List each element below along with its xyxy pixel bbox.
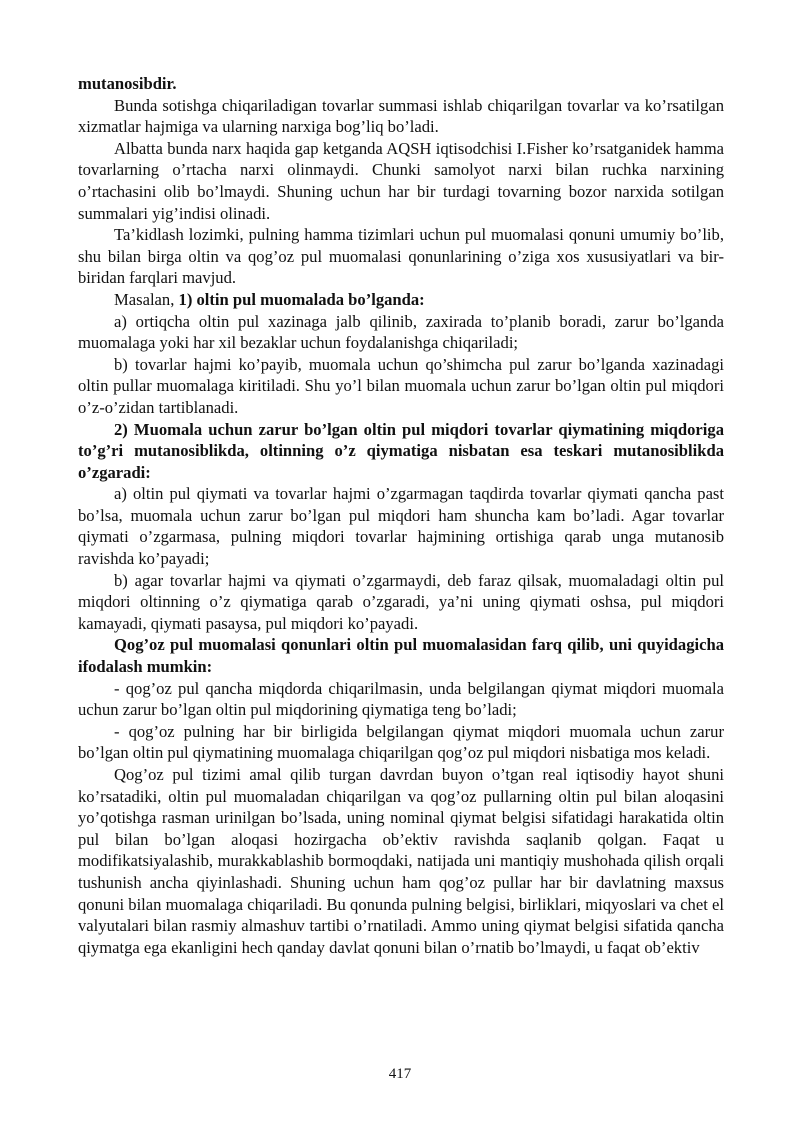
lead-line: mutanosibdir. <box>78 74 177 93</box>
paragraph-8: a) oltin pul qiymati va tovarlar hajmi o’zgarmagan taqdirda tovarlar qiymati qancha past bo’lsa, muomala uchun zarur bo’lgan pul miqdori ham shuncha kam bo’ladi. Agar tovarlar qiymati o’zgarmasa, pulning miqdori tovarlar hajmining ortishiga qarab unga mutanosib ravishda ko’payadi; <box>78 484 724 569</box>
document-page <box>78 73 724 958</box>
paragraph-4 <box>78 289 724 311</box>
paragraph-7-heading: 2) Muomala uchun zarur bo’lgan oltin pul miqdori tovarlar qiymatining miqdoriga to’g’ri mutanosiblikda, oltinning o’z qiymatiga nisbatan esa teskari mutanosiblikda o’zgaradi: <box>78 419 724 482</box>
paragraph-4-bold: 1) oltin pul muomalada bo’lganda: <box>178 289 425 309</box>
paragraph-5: a) ortiqcha oltin pul xazinaga jalb qilinib, zaxirada to’planib boradi, zarur bo’lganda muomalaga yoki har xil bezaklar uchun foydalanishga chiqariladi; <box>78 311 724 353</box>
paragraph-1: Bunda sotishga chiqariladigan tovarlar summasi ishlab chiqarilgan tovarlar va ko’rsatilgan xizmatlar hajmiga va ularning narxiga bog’liq bo’ladi. <box>78 95 724 137</box>
paragraph-2: Albatta bunda narx haqida gap ketganda AQSH iqtisodchisi I.Fisher ko’rsatganidek hamma tovarlarning o’rtacha narxi olinmaydi. Chunki samolyot narxi bilan ruchka narxining o’rtachasini olib bo’lmaydi. Shuning uchun har bir turdagi tovarning bozor narxida sotilgan summalari yig’indisi olinadi. <box>78 138 724 223</box>
paragraph-4-prefix: Masalan, <box>114 289 179 309</box>
paragraph-13: Qog’oz pul tizimi amal qilib turgan davrdan buyon o’tgan real iqtisodiy hayot shuni ko’rsatadiki, oltin pul muomaladan chiqarilgan va qog’oz pullarning oltin pul bilan aloqasini yo’qotishga rasman urinilgan bo’lsada, uning nominal qiymat belgisi sifatidagi harakatida oltin pul bilan bo’lgan aloqasi hozirgacha ob’ektiv ravishda saqlanib qolgan. Faqat u modifikatsiyalashib, murakkablashib bormoqdaki, natijada uni mantiqiy mushohada qilish orqali tushunish ancha qiyinlashadi. Shuning uchun ham qog’oz pullar har bir davlatning maxsus qonuni bilan muomalaga chiqariladi. Bu qonunda pulning belgisi, birliklari, miqyoslari va chet el valyutalari bilan rasmiy almashuv tartibi o’rnatiladi. Ammo uning qiymat belgisi sifatida qancha qiymatga ega ekanligini hech qanday davlat qonuni bilan o’rnatib bo’lmaydi, u faqat ob’ektiv <box>78 765 724 957</box>
paragraph-12: - qog’oz pulning har bir birligida belgilangan qiymat miqdori muomala uchun zarur bo’lgan oltin pul qiymatining muomalaga chiqarilgan qog’oz pul miqdori nisbatiga mos keladi. <box>78 721 724 763</box>
paragraph-9: b) agar tovarlar hajmi va qiymati o’zgarmaydi, deb faraz qilsak, muomaladagi oltin pul miqdori oltinning o’z qiymatiga qarab o’zgaradi, ya’ni uning qiymati oshsa, pul miqdori kamayadi, qiymati pasaysa, pul miqdori ko’payadi. <box>78 570 724 633</box>
paragraph-3: Ta’kidlash lozimki, pulning hamma tizimlari uchun pul muomalasi qonuni umumiy bo’lib, shu bilan birga oltin va qog’oz pul muomalasi qonunlarining o’ziga xos xususiyatlari va bir-biridan farqlari mavjud. <box>78 225 724 288</box>
page-number: 417 <box>388 1066 412 1082</box>
paragraph-11: - qog’oz pul qancha miqdorda chiqarilmasin, unda belgilangan qiymat miqdori muomala uchun zarur bo’lgan oltin pul miqdorining qiymatiga teng bo’ladi; <box>78 678 724 720</box>
paragraph-10-heading: Qog’oz pul muomalasi qonunlari oltin pul muomalasidan farq qilib, uni quyidagicha ifodalash mumkin: <box>78 635 724 677</box>
paragraph-6: b) tovarlar hajmi ko’payib, muomala uchun qo’shimcha pul zarur bo’lganda xazinadagi oltin pullar muomalaga kiritiladi. Shu yo’l bilan muomala uchun zarur bo’lgan oltin pul miqdori o’z-o’zidan tartiblanadi. <box>78 354 724 417</box>
